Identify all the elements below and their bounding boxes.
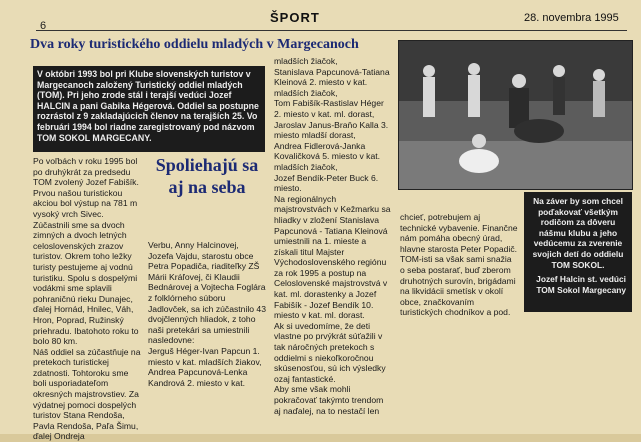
issue-date: 28. novembra 1995: [524, 12, 619, 24]
article-column-middle: Verbu, Anny Halcinovej, Jozefa Vajdu, starostu obce Petra Popadiča, riaditeľky ZŠ Márii Kráľovej, či Klaudii Bednárovej a Vojtecha Foglára z folklórneho súboru Jadlovček, sa ich zúčastnilo 43 dvojčlenných hliadok, z toho naši pretekári sa umiestnili nasledovne: Jerguš Héger-Ivan Papcun 1. miesto v kat. mladších žiakov, Andrea Papcunová-Lenka Kandrová 2. miesto v kat.: [148, 240, 266, 388]
article-subtitle: Spoliehajú sa aj na seba: [155, 155, 259, 197]
group-photo: [398, 40, 633, 190]
article-title: Dva roky turistického oddielu mladých v Margecanoch: [30, 37, 359, 52]
article-column-right-second: chcieť, potrebujem aj technické vybavenie. Finančne nám pomáha obecný úrad, hlavne starosta Peter Popadič. TOM-isti sa však sami snažia o seba postarať, buď zberom druhotných surovín, brigádami na likvidácii smetísk v okolí obce, značkovaním turistických chodníkov a pod.: [400, 212, 518, 318]
section-title: ŠPORT: [270, 10, 320, 25]
group-photo-image: [399, 41, 632, 189]
closing-box: [524, 192, 632, 312]
article-lead: V októbri 1993 bol pri Klube slovenských turistov v Margecanoch založený Turistický oddiel mladých (TOM). Pri jeho zrode stál i terajší vedúci Jozef HALCIN a pani Gabika Hégerová. Oddiel sa postupne rozrástol z 9 zakladajúcich členov na terajších 25. Vo februári 1994 bol riadne zaregistrovaný pod názvom TOM SOKOL MARGECANY.: [33, 66, 265, 152]
page-header: [0, 0, 641, 32]
article-column-left: Po voľbách v roku 1995 bol po druhýkrát za predsedu TOM zvolený Jozef Fabišík. Prvou našou turistickou akciou bol výstup na 781 m vysoký vrch Sivec. Zúčastnili sme sa dvoch zimných a dvoch letných celoslovenských zrazov turistov. Okrem toho ležky turisty pestujeme aj vodnú turistiku. Spolu s dospelými vodákmi sme splavili pohraničnú rieku Dunajec, ďalej Hornád, Hnilec, Váh, Hron, Poprad, Ružinský priehradu. Ibatohoto roku to bolo 80 km. Náš oddiel sa zúčastňuje na pretekoch turistickej zdatnosti. Tohtoroku sme boli usporiadateľom okresných majstrovstiev. Za výdatnej pomoci dospelých turistov Stana Rendoša, Pavla Rendoša, Paľa Šimu, ďalej Ondreja: [33, 156, 141, 442]
header-rule: [36, 30, 627, 31]
closing-text: Na záver by som chcel poďakovať všetkým rodičom za dôveru nášmu klubu a jeho vedúcemu za zverenie svojich detí do oddielu TOM SOKOL.: [532, 196, 624, 270]
page-number: 6: [40, 20, 47, 32]
article-column-right: mladších žiačok, Stanislava Papcunová-Tatiana Kleinová 2. miesto v kat. mladších žiačok, Tom Fabišík-Rastislav Héger 2. miesto v kat. ml. dorast, Jaroslav Janus-Braňo Kalla 3. miesto mladší dorast, Andrea Fidlerová-Janka Kovaličková 5. miesto v kat. mladších žiačok, Jozef Bendík-Peter Buck 6. miesto. Na regionálnych majstrovstvách v Kežmarku sa hliadky v zložení Stanislava Papcunová - Tatiana Kleinová umiestnili na 1. mieste a získali titul Majster Východoslovenského regiónu za rok 1995 a postup na Celoslovenské majstrovstvá v kat. ml. dorastenky a Jozef Fabišík - Jozef Bendík 10. miesto v kat. ml. dorast. Ak si uvedomíme, že deti vlastne po prvýkrát súťažili v tak náročných pretekoch s oddielmi s niekoľkoročnou skúsenosťou, sú ich výsledky ozaj fantastické. Aby sme však mohli pokračovať takýmto trendom aj naďalej, na to nestačí len: [274, 56, 391, 416]
signature: Jozef Halcin st. vedúci TOM Sokol Margecany: [536, 274, 626, 295]
